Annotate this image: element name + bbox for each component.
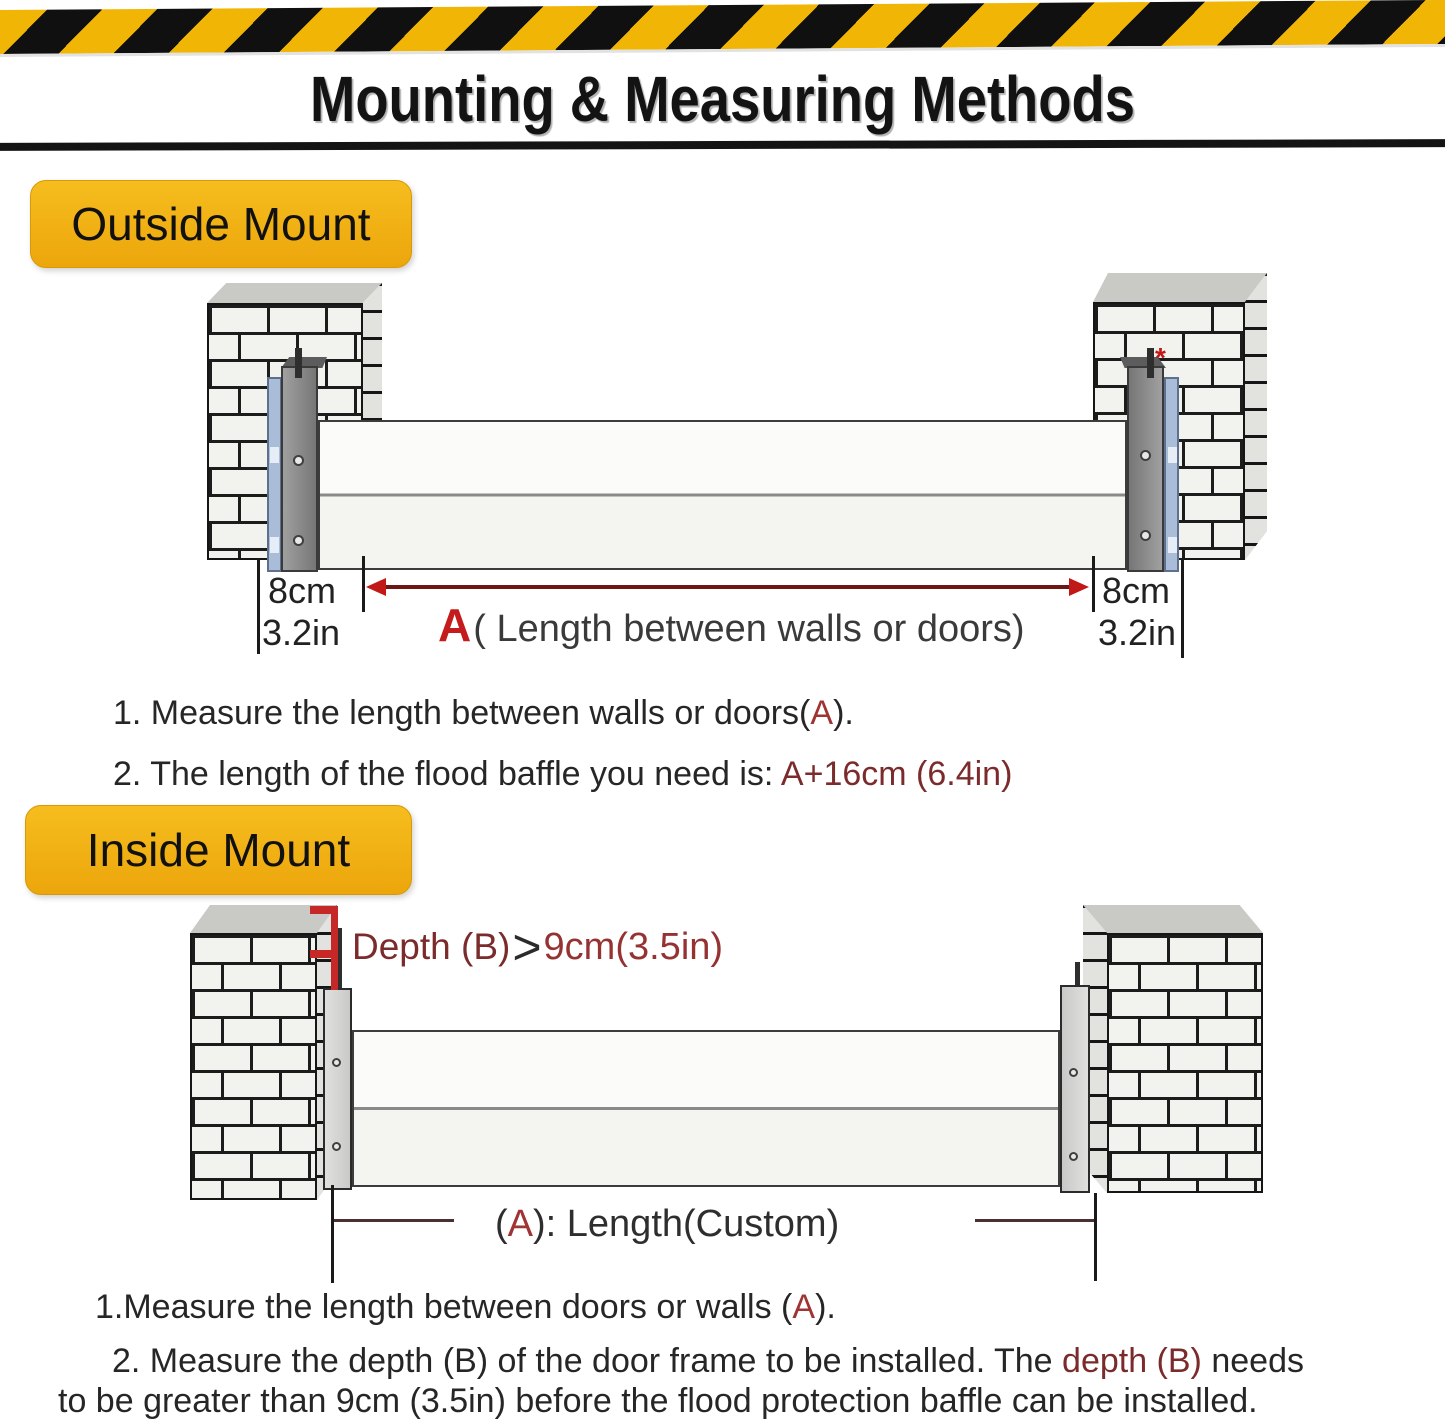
inside-left-pillar [190,933,317,1200]
outside-right-pin [1147,348,1154,378]
screw-icon [332,1058,341,1067]
depth-gauge-bar [310,950,338,958]
inside-mount-label: Inside Mount [25,805,412,895]
dimension-arrow-line [374,585,1077,589]
outside-left-pin [295,348,302,378]
outside-step-1: 1. Measure the length between walls or doors(A). [113,694,854,732]
outside-steps [113,694,1012,816]
outside-left-seal-strip [267,377,282,572]
screw-icon [1140,530,1151,541]
inside-step-2-line-1: 2. Measure the depth (B) of the door frame to be installed. The depth (B) needs [112,1342,1304,1380]
dim-tick [1181,558,1184,658]
dim-tick [362,556,365,612]
outside-step-2: 2. The length of the flood baffle you need is: A+16cm (6.4in) [113,755,1013,793]
arrowhead-left-icon [366,578,386,596]
arrowhead-right-icon [1069,578,1089,596]
dim-right-inch: 3.2in [1098,612,1177,653]
inside-left-channel [323,988,352,1190]
depth-annotation: Depth (B) > 9cm(3.5in) [352,919,724,975]
dim-tick [1094,1193,1097,1281]
screw-icon [1069,1152,1078,1161]
hazard-tape-stripe [0,0,1445,57]
inside-right-pillar-top [1083,905,1263,933]
inside-right-pillar [1107,933,1263,1193]
dim-left-cm: 8cm [268,570,337,611]
screw-icon [332,1142,341,1151]
span-a-label [438,598,1025,652]
inside-step-2-line-2: to be greater than 9cm (3.5in) before the flood protection baffle can be installed. [58,1382,1258,1420]
flood-baffle-outside [318,420,1127,570]
dim-line-left [334,1219,454,1222]
dim-tick [1092,556,1095,612]
alignment-mark-icon: * [1155,342,1166,373]
depth-gauge-bar [310,906,338,914]
page-title: Mounting & Measuring Methods [309,63,1136,135]
dim-tick [257,558,260,654]
flood-baffle-inside [352,1030,1060,1187]
inside-right-channel [1060,985,1090,1193]
outside-mount-label: Outside Mount [30,180,412,268]
inside-step-1: 1.Measure the length between doors or walls (A). [95,1288,836,1326]
screw-icon [1069,1068,1078,1077]
screw-icon [293,455,304,466]
outside-left-pillar-top [207,283,382,303]
screw-icon [1140,450,1151,461]
dim-right-cm: 8cm [1102,570,1171,611]
span-a-letter: A [438,599,472,651]
dim-line-right [975,1219,1094,1222]
outside-right-pillar-side [1245,273,1267,560]
outside-right-seal-strip [1164,377,1179,572]
depth-gauge-rail [331,906,338,990]
length-annotation: (A): Length(Custom) [495,1203,840,1245]
outside-right-channel [1127,366,1164,572]
outside-right-pillar-top [1093,273,1267,302]
dim-left-inch: 3.2in [262,612,341,653]
screw-icon [293,535,304,546]
span-a-rest: ( Length between walls or doors) [473,608,1025,650]
dim-tick [331,1185,334,1283]
